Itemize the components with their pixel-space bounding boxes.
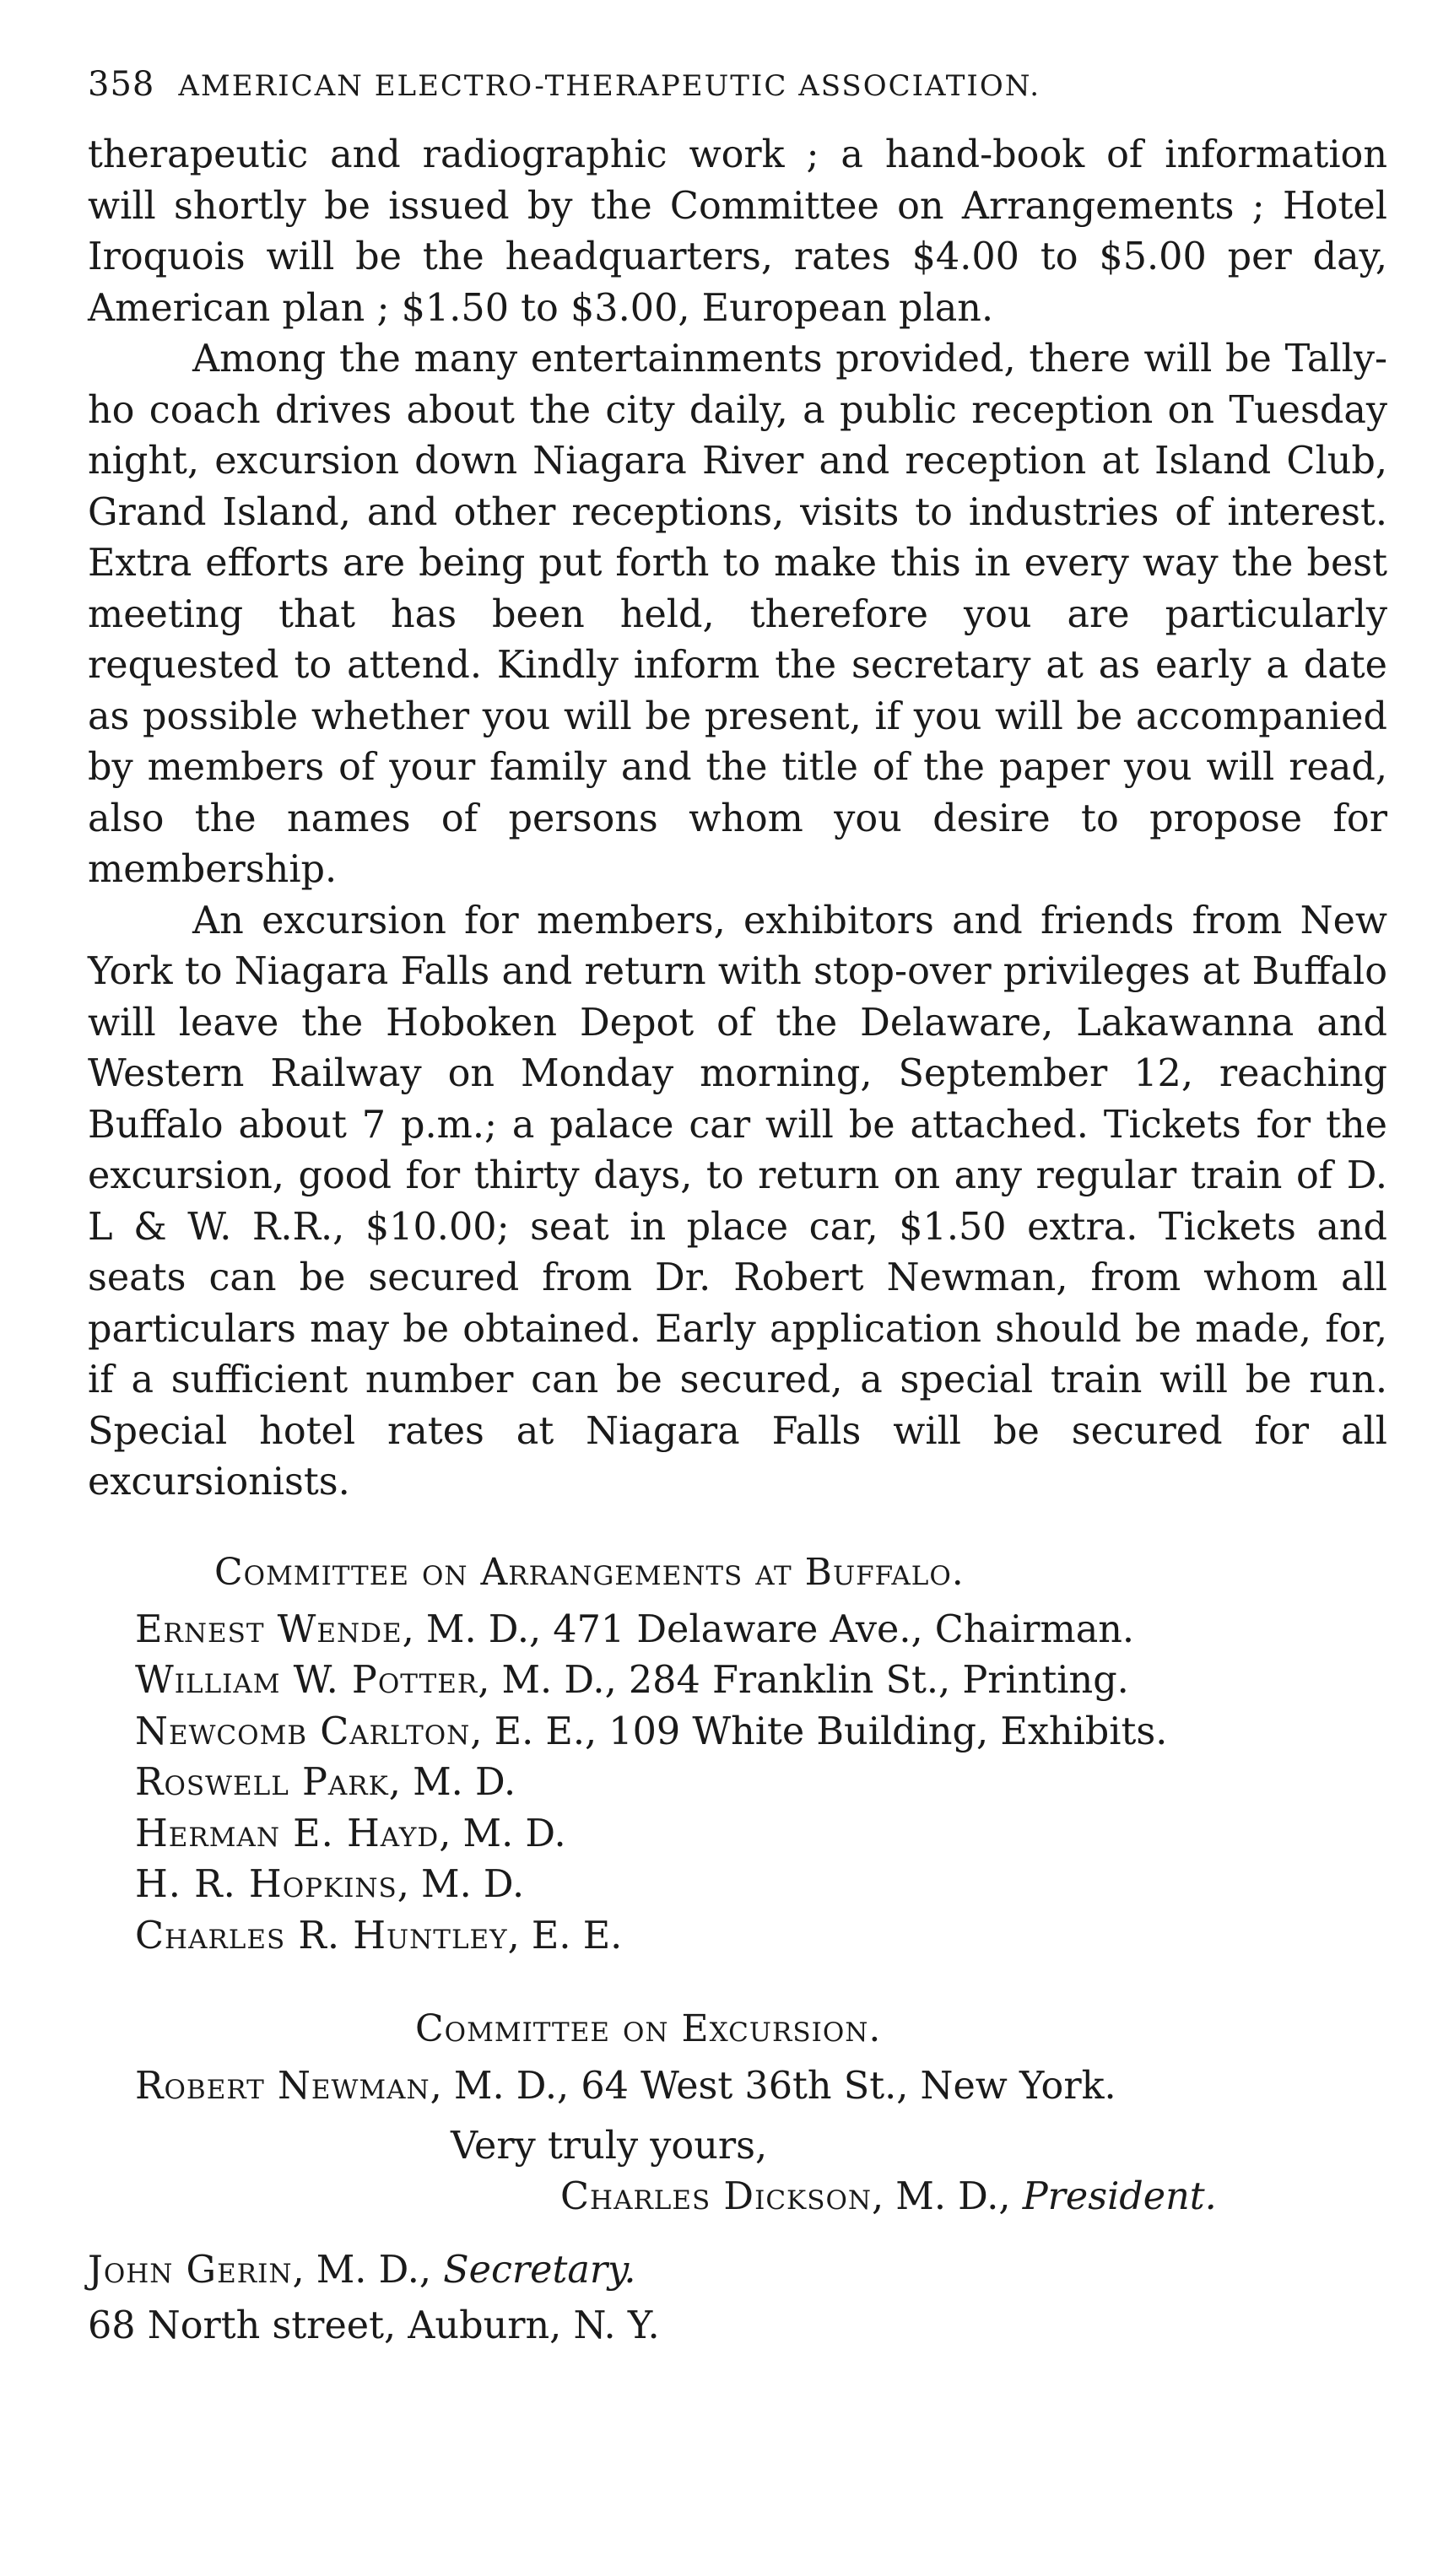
member-name: Ernest Wende [135,1607,403,1651]
paragraph-continuation: therapeutic and radiographic work ; a hand-book of information will shortly be issued by the Committee on Arrangements ; Hotel Iroquois will be the headquarters, rates $4.00 to $5.00 per day, American plan ; $1.50 to $3.00, European plan. [88,133,1387,330]
signature-president [560,2172,1387,2223]
member-name: Newcomb Carlton [135,1709,471,1753]
committee-member [135,2061,1387,2113]
member-details: , M. D. [388,1761,516,1804]
paragraph-excursion: An excursion for members, exhibitors and friends from New York to Niagara Falls and return with stop-over privileges at Buffalo will leave the Hoboken Depot of the Delaware, Lakawanna and Western Railway on Monday morning, September 12, reaching Buffalo about 7 p.m.; a palace car will be attached. Tickets for the excursion, good for thirty days, to return on any regular train of D. L & W. R.R., $10.00; seat in place car, $1.50 extra. Tickets and seats can be secured from Dr. Robert Newman, from whom all particulars may be obtained. Early application should be made, for, if a sufficient number can be secured, a special train will be run. Special hotel rates at Niagara Falls will be secured for all excursionists. [88,899,1387,1504]
running-head [88,59,1387,111]
member-name: Herman E. Hayd [135,1812,440,1855]
member-details: , M. D., 284 Franklin St., Printing. [478,1659,1129,1702]
committee-excursion [88,2004,1387,2113]
committee-arrangements-list [135,1605,1387,1963]
secretary-name: John Gerin [88,2248,293,2292]
committee-arrangements-heading: Committee on Arrangements at Buffalo. [214,1550,965,1594]
signer-name: Charles Dickson [560,2175,872,2218]
member-name: William W. Potter [135,1659,478,1702]
member-details: , M. D. [397,1863,525,1906]
committee-arrangements [88,1547,1387,1963]
member-details: , M. D., 64 West 36th St., New York. [430,2065,1116,2108]
committee-excursion-heading: Committee on Excursion. [415,2007,882,2050]
committee-member [135,1605,1387,1656]
member-name: H. R. Hopkins [135,1863,397,1906]
signer-role: President. [1022,2175,1217,2218]
committee-member [135,1707,1387,1758]
secretary-role: Secretary. [443,2248,636,2292]
document-page [88,59,1387,2352]
member-name: Roswell Park [135,1761,389,1804]
member-name: Charles R. Huntley [135,1914,508,1958]
page-number: 358 [88,65,155,104]
secretary-degree: , M. D., [292,2248,444,2292]
member-name: Robert Newman [135,2065,430,2108]
member-details: , E. E. [507,1914,623,1958]
member-details: , M. D. [439,1812,566,1855]
letter-closing [88,2121,1387,2352]
member-details: , M. D., 471 Delaware Ave., Chairman. [402,1607,1135,1651]
committee-member [135,1809,1387,1860]
running-title: AMERICAN ELECTRO-THERAPEUTIC ASSOCIATION. [178,69,1041,103]
committee-member [135,1911,1387,1963]
salutation: Very truly yours, [451,2124,768,2168]
committee-member [135,1758,1387,1809]
signature-secretary [88,2245,1387,2297]
member-details: , E. E., 109 White Building, Exhibits. [470,1709,1168,1753]
committee-member [135,1655,1387,1707]
paragraph-entertainments: Among the many entertainments provided, there will be Tally-ho coach drives about the city daily, a public reception on Tuesday night, excursion down Niagara River and reception at Island Club, Grand Island, and other receptions, visits to industries of interest. Extra efforts are being put forth to make this in every way the best meeting that has been held, therefore you are particularly requested to attend. Kindly inform the secretary at as early a date as possible whether you will be present, if you will be accompanied by members of your family and the title of the paper you will read, also the names of persons whom you desire to propose for membership. [88,338,1387,891]
signer-degree: , M. D., [872,2175,1023,2218]
secretary-address: 68 North street, Auburn, N. Y. [88,2304,660,2347]
committee-member [135,1860,1387,1911]
